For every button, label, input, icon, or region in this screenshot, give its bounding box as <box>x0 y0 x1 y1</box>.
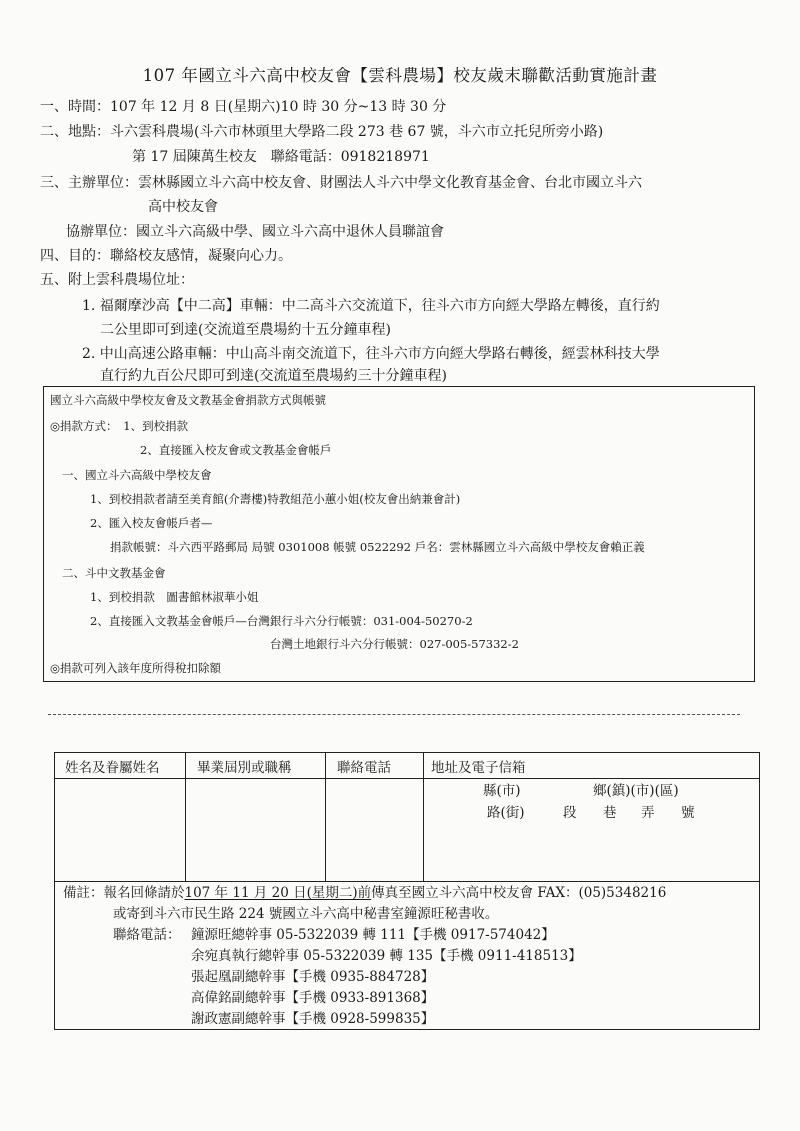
form-header-row <box>55 753 759 779</box>
foundation-heading: 二、斗中文教基金會 <box>62 566 166 580</box>
foundation-donation-2: 2、直接匯入文教基金會帳戶—台灣銀行斗六分行帳號：031-004-50270-2 <box>90 614 473 628</box>
column-divider <box>185 753 186 881</box>
note-label: 備註： <box>63 885 104 901</box>
contact-person: 余宛真執行總幹事 05-5322039 轉 135【手機 0911-418513】 <box>191 948 582 964</box>
note-line2: 或寄到斗六市民生路 224 號國立斗六高中秘書室鐘源旺秘書收。 <box>113 906 499 922</box>
donation-heading: 國立斗六高級中學校友會及文教基金會捐款方式與帳號 <box>50 393 326 407</box>
column-divider <box>325 753 326 881</box>
header-address: 地址及電子信箱 <box>431 760 526 776</box>
alumni-account-info: 捐款帳號：斗六西平路郵局 局號 0301008 帳號 0522292 戶名：雲林縣國立斗六高級中學校友會賴正義 <box>110 540 645 554</box>
fax-info: 傳真至國立斗六高中校友會 FAX：(05)5348216 <box>371 885 667 901</box>
contact-person: 鐘源旺總幹事 05-5322039 轉 111【手機 0917-574042】 <box>191 927 555 943</box>
address-road: 路(街) <box>487 805 525 821</box>
address-number: 號 <box>681 805 695 821</box>
header-phone: 聯絡電話 <box>337 760 391 776</box>
location-heading: 五、附上雲科農場位址： <box>40 272 194 288</box>
foundation-donation-3: 台灣土地銀行斗六分行帳號：027-005-57332-2 <box>270 637 519 651</box>
alumni-donation-2: 2、匯入校友會帳戶者— <box>90 516 213 530</box>
donation-method-1: ◎捐款方式： 1、到校捐款 <box>50 419 189 433</box>
header-graduation: 畢業屆別或職稱 <box>197 760 292 776</box>
registration-deadline: 107 年 11 月 20 日(星期二)前 <box>184 885 372 901</box>
address-county: 縣(市) <box>483 783 521 799</box>
donation-info-box <box>43 386 755 682</box>
address-alley: 弄 <box>641 805 655 821</box>
address-township: 鄉(鎮)(市)(區) <box>593 783 679 799</box>
place-item: 二、地點：斗六雲科農場(斗六市林頭里大學路二段 273 巷 67 號，斗六市立托兒所旁小路) <box>40 124 604 140</box>
route2-line1: 2. 中山高速公路車輛：中山高斗南交流道下，往斗六市方向經大學路右轉後，經雲林科技大學 <box>82 346 660 362</box>
header-name: 姓名及眷屬姓名 <box>65 760 160 776</box>
alumni-donation-1: 1、到校捐款者請至美育館(介壽樓)特教組范小蕙小姐(校友會出納兼會計) <box>90 492 461 506</box>
alumni-association-heading: 一、國立斗六高級中學校友會 <box>62 468 212 482</box>
address-section: 段 <box>563 805 577 821</box>
contact-person: 張起凰副總幹事【手機 0935-884728】 <box>191 969 435 985</box>
purpose-item: 四、目的：聯絡校友感情，凝聚向心力。 <box>40 248 292 264</box>
document-title: 107 年國立斗六高中校友會【雲科農場】校友歲末聯歡活動實施計畫 <box>142 66 658 85</box>
contact-person: 高偉銘副總幹事【手機 0933-891368】 <box>191 990 435 1006</box>
donation-method-2: 2、直接匯入校友會或文教基金會帳戶 <box>140 443 332 457</box>
foundation-donation-1: 1、到校捐款 圖書館林淑華小姐 <box>90 590 259 604</box>
address-lane: 巷 <box>603 805 617 821</box>
route1-line1: 1. 福爾摩沙高【中二高】車輛：中二高斗六交流道下，往斗六市方向經大學路左轉後，直行約 <box>82 298 660 314</box>
note-separator <box>55 881 759 882</box>
note-line1 <box>63 884 666 903</box>
host-units-line1: 三、主辦單位：雲林縣國立斗六高中校友會、財團法人斗六中學文化教育基金會、台北市國立斗六 <box>40 175 642 191</box>
column-divider <box>423 753 424 881</box>
route1-line2: 二公里即可到達(交流道至農場約十五分鐘車程) <box>100 322 391 338</box>
registration-form <box>54 752 760 1030</box>
note-text: 報名回條請於 <box>103 885 185 901</box>
host-units-line2: 高中校友會 <box>148 199 218 215</box>
contact-item: 第 17 屆陳萬生校友 聯絡電話：0918218971 <box>132 149 430 165</box>
phone-label: 聯絡電話： <box>113 927 181 943</box>
route2-line2: 直行約九百公尺即可到達(交流道至農場約三十分鐘車程) <box>100 368 447 384</box>
cut-line <box>48 714 740 715</box>
time-item: 一、時間：107 年 12 月 8 日(星期六)10 時 30 分~13 時 30 分 <box>40 99 447 115</box>
contact-person: 謝政憲副總幹事【手機 0928-599835】 <box>191 1011 435 1027</box>
co-host-units: 協辦單位：國立斗六高級中學、國立斗六高中退休人員聯誼會 <box>66 224 444 240</box>
tax-deduction-note: ◎捐款可列入該年度所得稅扣除額 <box>50 661 222 675</box>
